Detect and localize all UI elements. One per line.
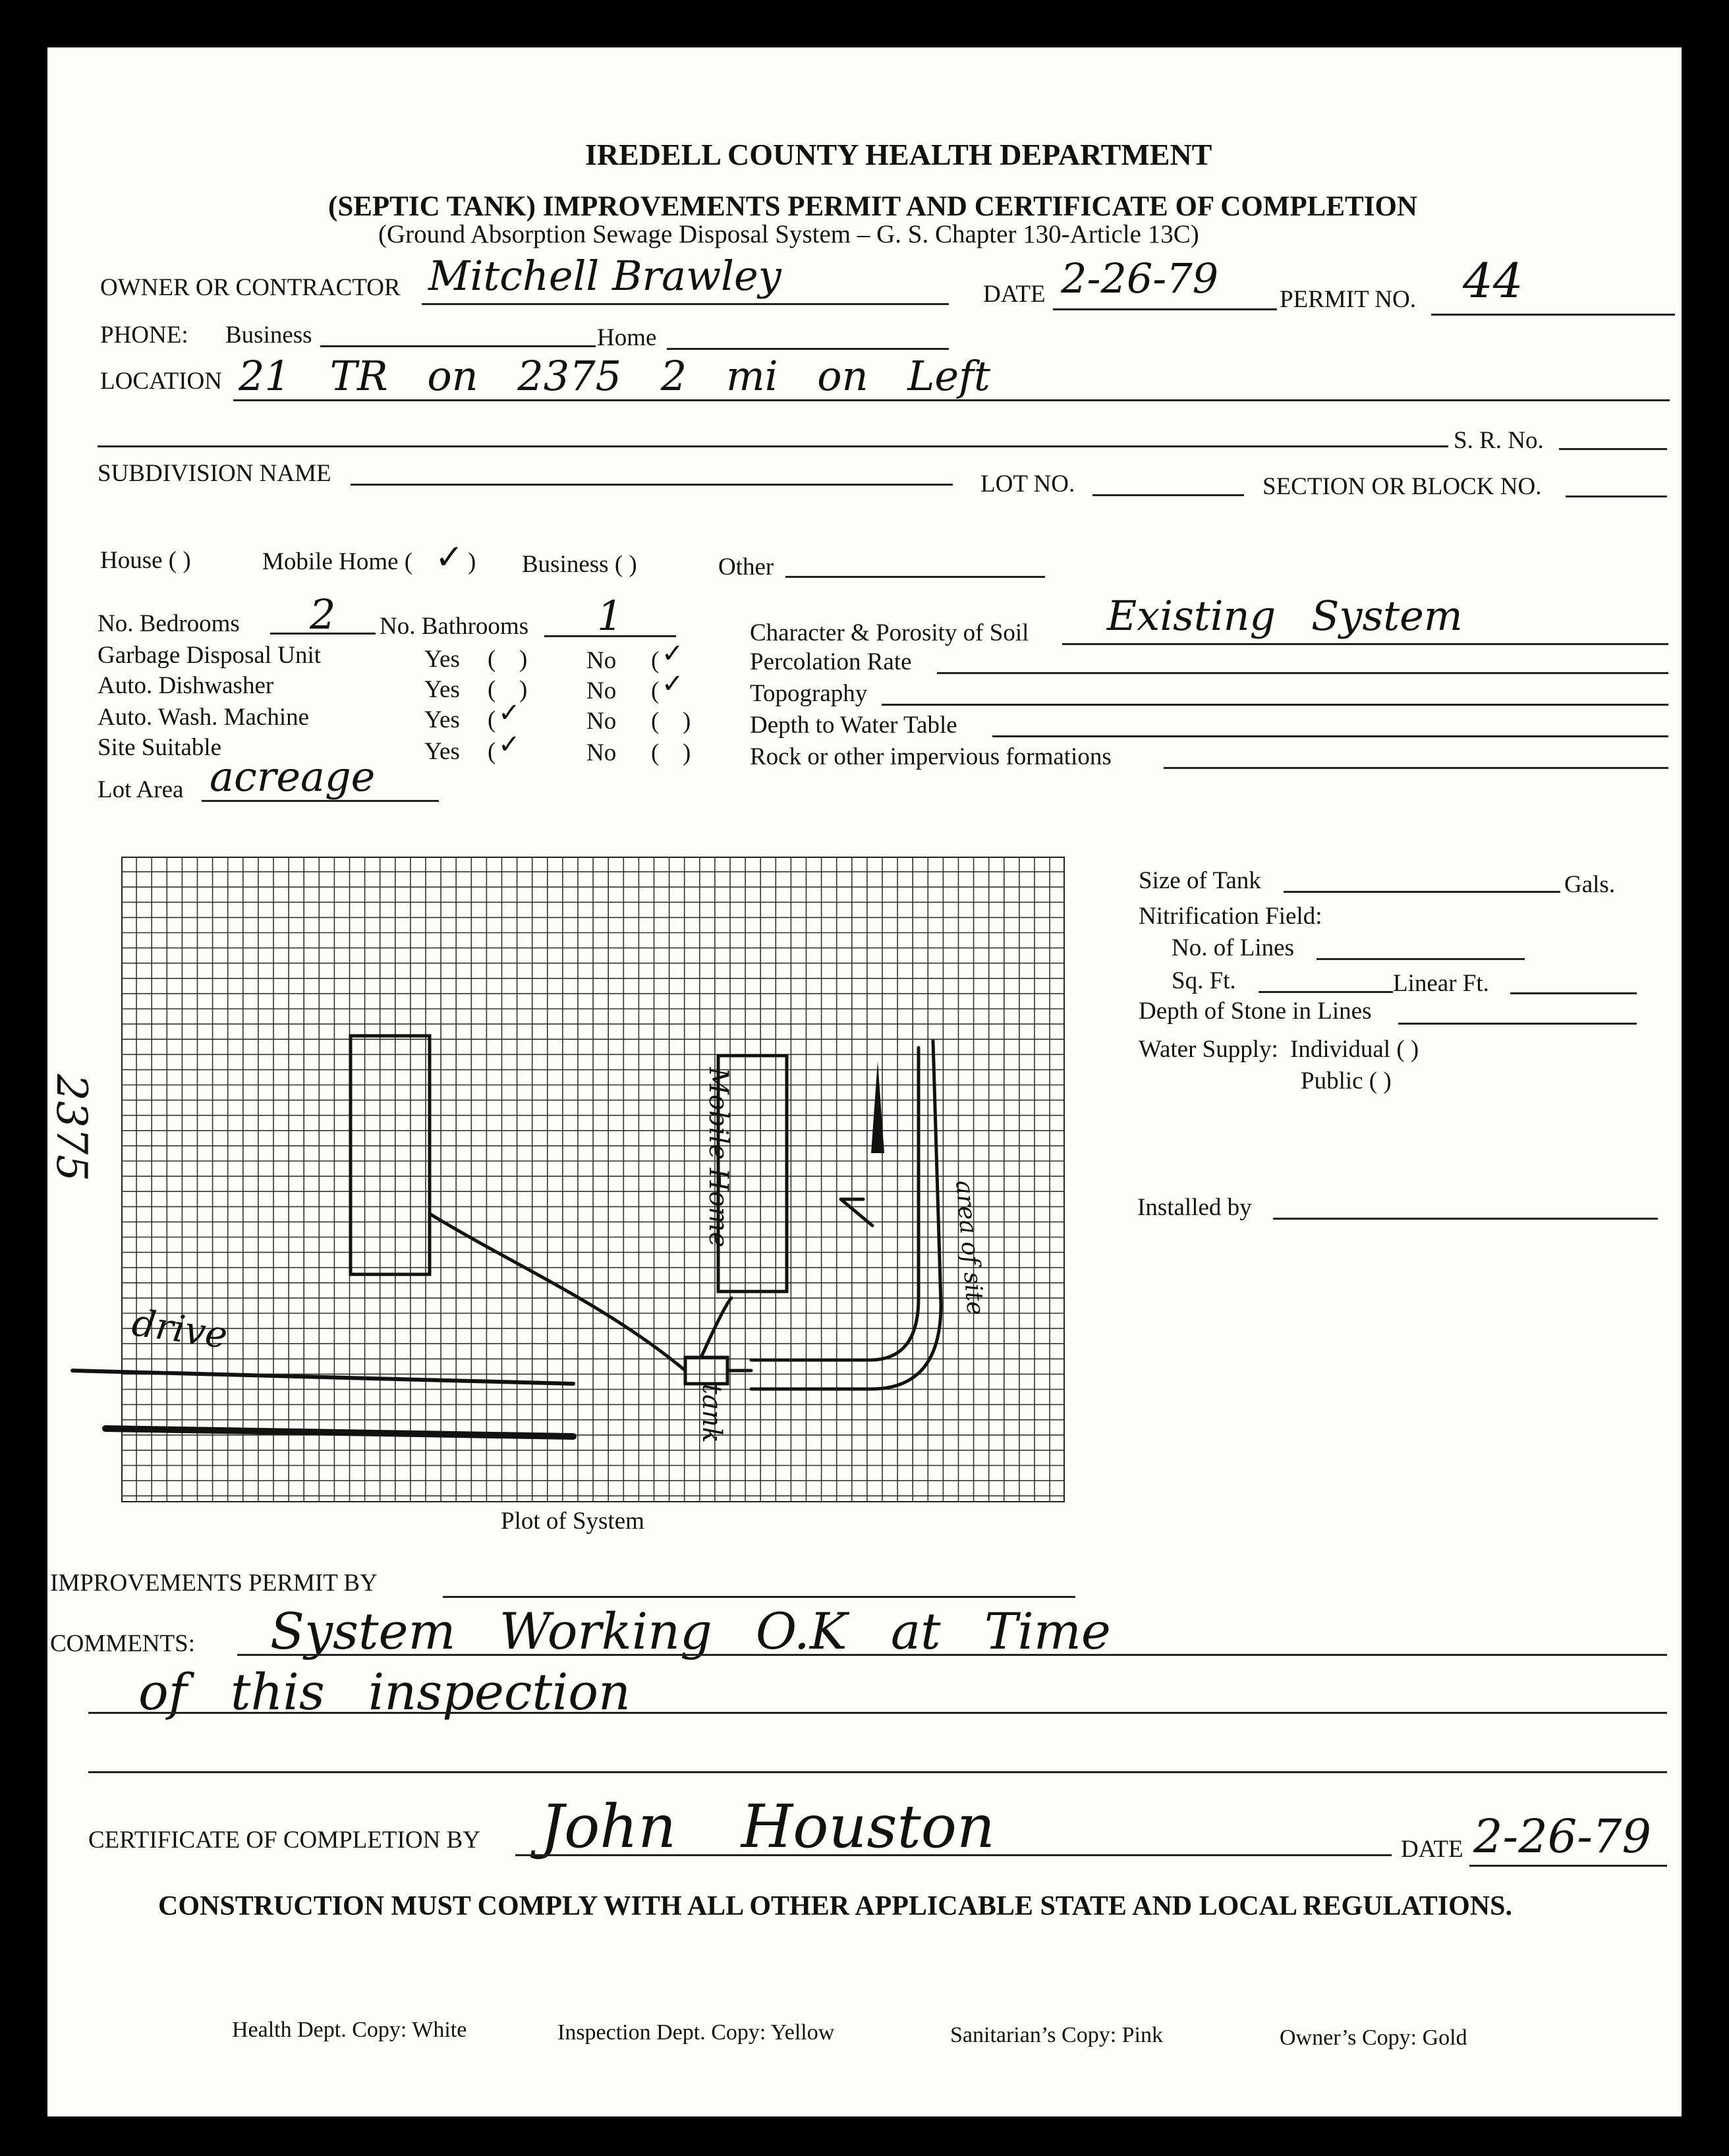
owner-label: OWNER OR CONTRACTOR [100,274,401,301]
location-value[interactable]: 21 TR on 2375 2 mi on Left [239,352,990,400]
copy-sanitarian: Sanitarian’s Copy: Pink [950,2023,1163,2047]
dishwasher-yes-open: ( [488,676,496,703]
subdivision-line[interactable] [351,484,953,486]
lot-no-line[interactable] [1092,494,1244,496]
copy-inspection: Inspection Dept. Copy: Yellow [557,2020,835,2045]
bathrooms-value[interactable]: 1 [597,592,623,640]
plot-home-label: Mobile Home [703,1067,733,1248]
permit-value[interactable]: 44 [1463,253,1523,308]
garbage-disposal-label: Garbage Disposal Unit [98,642,322,669]
comments-line3-rule[interactable] [88,1771,1667,1773]
date-value[interactable]: 2-26-79 [1061,254,1219,302]
septic-tank-box [685,1357,727,1384]
washer-no-close: ) [683,708,691,735]
certificate-date-label: DATE [1401,1836,1463,1863]
site-yes-label[interactable]: Yes [424,738,460,765]
certificate-signature[interactable]: John Houston [540,1792,995,1861]
phone-business-line[interactable] [320,345,596,347]
bedrooms-value[interactable]: 2 [310,590,336,638]
dishwasher-yes-label[interactable]: Yes [424,676,460,703]
mobile-home-label[interactable]: Mobile Home ( [262,548,413,575]
lines-label: No. of Lines [1172,934,1294,961]
site-yes-open: ( [488,738,496,765]
location-line-2[interactable] [98,445,1448,447]
dishwasher-yes-close: ) [519,676,528,703]
phone-label: PHONE: [100,322,188,349]
washer-no-open: ( [651,708,660,735]
certificate-label: CERTIFICATE OF COMPLETION BY [88,1827,480,1854]
lot-area-value[interactable]: acreage [210,752,376,801]
stone-depth-label: Depth of Stone in Lines [1139,998,1372,1025]
sr-no-line[interactable] [1559,448,1667,450]
water-public-label[interactable]: Public ( ) [1301,1067,1392,1094]
plot-drive-label: drive [129,1301,231,1357]
site-no-open: ( [651,739,660,766]
garbage-no-check-icon: ✓ [662,638,684,669]
garbage-yes-open: ( [488,646,496,673]
house-label[interactable]: House ( ) [100,547,191,574]
mobile-home-close: ) [468,548,476,575]
water-table-line[interactable] [992,735,1668,737]
date-line [1053,308,1277,310]
compliance-notice: CONSTRUCTION MUST COMPLY WITH ALL OTHER APPLICABLE STATE AND LOCAL REGULATIONS. [158,1891,1512,1921]
improvements-label: IMPROVEMENTS PERMIT BY [50,1570,378,1597]
sqft-label: Sq. Ft. [1172,967,1236,994]
dishwasher-label: Auto. Dishwasher [98,672,274,699]
linear-ft-line[interactable] [1510,992,1637,994]
garbage-yes-label[interactable]: Yes [424,646,460,673]
soil-character-value[interactable]: Existing System [1107,592,1463,640]
dishwasher-no-open: ( [651,677,660,704]
percolation-line[interactable] [937,672,1668,674]
garbage-yes-close: ) [519,646,528,673]
certificate-date-line [1469,1865,1667,1867]
driveway-lower [105,1429,573,1436]
installed-by-line[interactable] [1273,1218,1658,1220]
site-yes-check-icon: ✓ [498,729,521,760]
drain-line-inner [751,1048,919,1360]
soil-character-label: Character & Porosity of Soil [750,619,1029,646]
washer-yes-open: ( [488,706,496,733]
phone-business-label: Business [225,322,312,349]
plot-drawing [40,843,1094,1535]
bedrooms-label: No. Bedrooms [98,610,240,637]
lines-line[interactable] [1317,958,1525,960]
rock-label: Rock or other impervious formations [750,743,1112,770]
topography-label: Topography [750,680,868,707]
improvements-line[interactable] [443,1596,1075,1598]
driveway-upper [72,1371,573,1384]
soil-character-line [1062,643,1668,645]
comments-label: COMMENTS: [50,1630,195,1657]
other-label: Other [718,553,774,581]
plot-area-label: area of site [950,1179,989,1317]
copy-health: Health Dept. Copy: White [232,2018,467,2042]
plot-road-label: 2375 [47,1074,96,1181]
comments-line2[interactable]: of this inspection [138,1662,631,1721]
date-label: DATE [983,281,1046,308]
section-line[interactable] [1566,496,1667,497]
washer-yes-label[interactable]: Yes [424,706,460,733]
water-supply-label: Water Supply: [1139,1036,1278,1063]
subdivision-label: SUBDIVISION NAME [98,460,331,487]
lot-area-label: Lot Area [98,776,184,803]
tank-size-line[interactable] [1284,891,1560,893]
sewer-line [430,1214,685,1371]
certificate-date-value[interactable]: 2-26-79 [1473,1809,1651,1863]
dishwasher-no-check-icon: ✓ [662,669,684,699]
garbage-no-label[interactable]: No [586,647,617,674]
lot-area-line [202,800,439,802]
phone-home-line[interactable] [667,348,949,350]
washer-no-label[interactable]: No [586,708,617,735]
house-outline [351,1036,430,1274]
mobile-home-check-icon: ✓ [435,538,464,577]
bathrooms-label: No. Bathrooms [380,613,529,640]
washing-machine-label: Auto. Wash. Machine [98,704,310,731]
linear-ft-label: Linear Ft. [1393,970,1489,997]
water-table-label: Depth to Water Table [750,712,957,739]
sr-no-label: S. R. No. [1454,427,1544,454]
form-title: IREDELL COUNTY HEALTH DEPARTMENT [585,138,1212,171]
bathrooms-line [544,635,676,637]
business-type-label[interactable]: Business ( ) [522,551,637,578]
lot-no-label: LOT NO. [980,470,1075,497]
owner-value[interactable]: Mitchell Brawley [428,252,781,300]
topography-line[interactable] [882,704,1668,706]
site-no-label[interactable]: No [586,739,617,766]
plot-tank-label: tank [696,1384,727,1443]
garbage-no-open: ( [651,647,660,674]
comments-line2-rule [88,1712,1667,1714]
rock-line[interactable] [1164,767,1668,769]
tank-size-label: Size of Tank [1139,867,1261,894]
copy-owner: Owner’s Copy: Gold [1280,2026,1467,2050]
form-statute: (Ground Absorption Sewage Disposal System – G. S. Chapter 130-Article 13C) [378,220,1199,248]
dishwasher-no-label[interactable]: No [586,677,617,704]
installed-by-label: Installed by [1137,1194,1252,1221]
location-line [233,399,1670,401]
phone-home-label: Home [597,324,657,351]
washer-yes-check-icon: ✓ [498,698,521,728]
plot-caption: Plot of System [501,1508,644,1535]
owner-line [422,303,949,305]
form-subtitle: (SEPTIC TANK) IMPROVEMENTS PERMIT AND CERTIFICATE OF COMPLETION [328,191,1417,222]
gals-label: Gals. [1564,871,1616,898]
section-label: SECTION OR BLOCK NO. [1262,473,1542,500]
site-no-close: ) [683,739,691,766]
bedrooms-line [270,633,376,635]
site-suitable-label: Site Suitable [98,734,222,761]
comments-line1[interactable]: System Working O.K at Time [270,1602,1111,1660]
comments-line1-rule [237,1654,1667,1656]
percolation-label: Percolation Rate [750,648,912,675]
nitrification-label: Nitrification Field: [1139,903,1322,930]
certificate-line [515,1854,1392,1856]
water-individual-label[interactable]: Individual ( ) [1290,1036,1419,1063]
location-label: LOCATION [100,368,222,395]
permit-line [1431,314,1675,316]
permit-label: PERMIT NO. [1280,286,1416,313]
sqft-line[interactable] [1259,991,1393,993]
stone-depth-line[interactable] [1398,1023,1637,1025]
other-line[interactable] [785,576,1045,578]
